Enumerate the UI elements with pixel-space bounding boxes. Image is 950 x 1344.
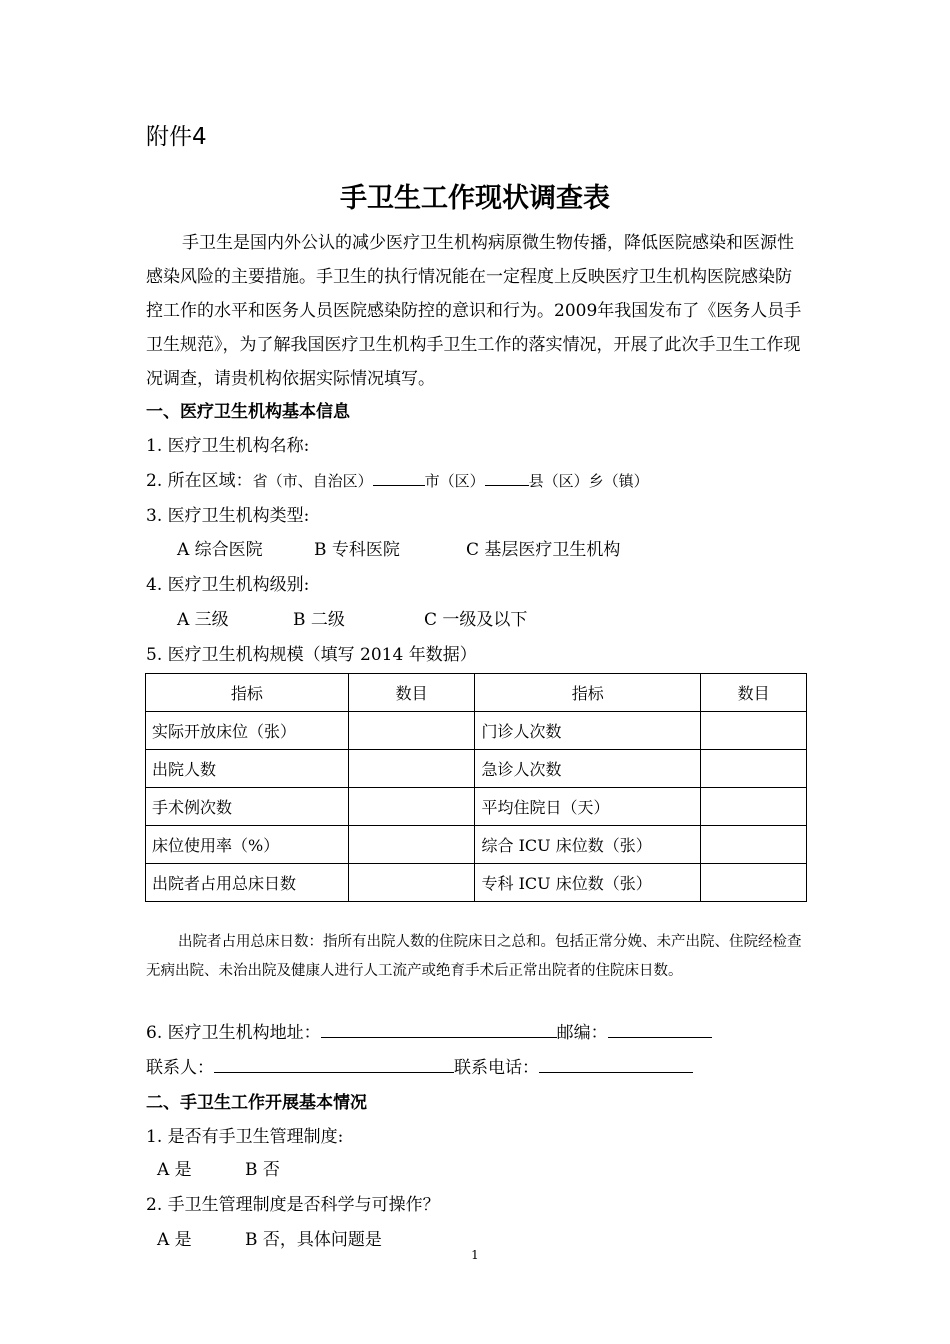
q3-type: 3. 医疗卫生机构类型: — [146, 506, 310, 526]
q3-option-c[interactable]: C 基层医疗卫生机构 — [466, 540, 621, 560]
postcode-label: 邮编： — [556, 1023, 608, 1043]
s2-q1-option-b[interactable]: B 否 — [245, 1160, 280, 1180]
header-count-1: 数目 — [348, 674, 475, 712]
table-row — [146, 712, 807, 750]
scale-table — [145, 673, 807, 902]
table-row — [146, 864, 807, 902]
table-input-cell[interactable] — [348, 826, 475, 864]
q6-address — [146, 1018, 712, 1043]
s2-q2: 2. 手卫生管理制度是否科学与可操作？ — [146, 1195, 440, 1215]
q2-region — [146, 466, 649, 491]
table-cell: 平均住院日（天） — [475, 788, 701, 826]
table-input-cell[interactable] — [348, 864, 475, 902]
q2-label: 2. 所在区域： — [146, 471, 253, 491]
address-blank[interactable] — [321, 1021, 557, 1038]
table-cell: 专科 ICU 床位数（张） — [475, 864, 701, 902]
q4-option-a[interactable]: A 三级 — [177, 610, 229, 630]
s2-q2-option-a[interactable]: A 是 — [157, 1230, 192, 1250]
province-blank[interactable] — [373, 469, 425, 486]
table-header-row — [146, 674, 807, 712]
city-blank[interactable] — [485, 469, 529, 486]
q4-option-b[interactable]: B 二级 — [293, 610, 345, 630]
table-input-cell[interactable] — [348, 712, 475, 750]
q2-province: 省（市、自治区） — [252, 472, 373, 490]
q3-option-b[interactable]: B 专科医院 — [314, 540, 400, 560]
table-input-cell[interactable] — [701, 864, 807, 902]
section1-heading: 一、医疗卫生机构基本信息 — [146, 402, 350, 422]
header-count-2: 数目 — [701, 674, 807, 712]
address-label: 6. 医疗卫生机构地址： — [146, 1023, 321, 1043]
table-cell: 床位使用率（%） — [146, 826, 349, 864]
page-number: 1 — [471, 1248, 479, 1262]
table-row — [146, 750, 807, 788]
header-indicator-1: 指标 — [146, 674, 349, 712]
table-row — [146, 826, 807, 864]
table-cell: 实际开放床位（张） — [146, 712, 349, 750]
s2-q1: 1. 是否有手卫生管理制度: — [146, 1127, 344, 1147]
table-row — [146, 788, 807, 826]
table-input-cell[interactable] — [348, 750, 475, 788]
q2-county: 县（区）乡（镇） — [528, 472, 649, 490]
attachment-label: 附件4 — [146, 124, 207, 150]
q4-level: 4. 医疗卫生机构级别: — [146, 575, 310, 595]
phone-blank[interactable] — [539, 1056, 693, 1073]
q5-scale: 5. 医疗卫生机构规模（填写 2014 年数据） — [146, 645, 477, 665]
phone-label: 联系电话： — [454, 1058, 539, 1078]
note-text: 出院者占用总床日数：指所有出院人数的住院床日之总和。包括正常分娩、未产出院、住院经检查无病出院、未治出院及健康人进行人工流产或绝育手术后正常出院者的住院床日数。 — [146, 934, 802, 979]
table-input-cell[interactable] — [701, 826, 807, 864]
table-cell: 门诊人次数 — [475, 712, 701, 750]
q4-option-c[interactable]: C 一级及以下 — [424, 610, 528, 630]
contact-label: 联系人： — [146, 1058, 214, 1078]
table-cell: 急诊人次数 — [475, 750, 701, 788]
table-cell: 手术例次数 — [146, 788, 349, 826]
intro-text: 手卫生是国内外公认的减少医疗卫生机构病原微生物传播，降低医院感染和医源性感染风险的主要措施。手卫生的执行情况能在一定程度上反映医疗卫生机构医院感染防控工作的水平和医务人员医院感染防控的意识和行为。2009年我国发布了《医务人员手卫生规范》，为了解我国医疗卫生机构手卫生工作的落实情况，开展了此次手卫生工作现况调查，请贵机构依据实际情况填写。 — [146, 233, 802, 389]
table-input-cell[interactable] — [701, 788, 807, 826]
table-input-cell[interactable] — [348, 788, 475, 826]
table-cell: 出院人数 — [146, 750, 349, 788]
q2-city: 市（区） — [424, 472, 485, 490]
s2-q2-option-b[interactable]: B 否，具体问题是 — [245, 1230, 382, 1250]
q3-option-a[interactable]: A 综合医院 — [177, 540, 263, 560]
contact-line — [146, 1053, 693, 1078]
s2-q1-option-a[interactable]: A 是 — [157, 1160, 192, 1180]
header-indicator-2: 指标 — [475, 674, 701, 712]
postcode-blank[interactable] — [608, 1021, 712, 1038]
q1-institution-name: 1. 医疗卫生机构名称: — [146, 436, 310, 456]
section2-heading: 二、手卫生工作开展基本情况 — [146, 1093, 367, 1113]
table-cell: 综合 ICU 床位数（张） — [475, 826, 701, 864]
table-note — [146, 928, 810, 986]
table-cell: 出院者占用总床日数 — [146, 864, 349, 902]
page-title: 手卫生工作现状调查表 — [340, 183, 610, 214]
intro-paragraph — [146, 226, 806, 396]
table-input-cell[interactable] — [701, 712, 807, 750]
table-input-cell[interactable] — [701, 750, 807, 788]
contact-blank[interactable] — [214, 1056, 454, 1073]
